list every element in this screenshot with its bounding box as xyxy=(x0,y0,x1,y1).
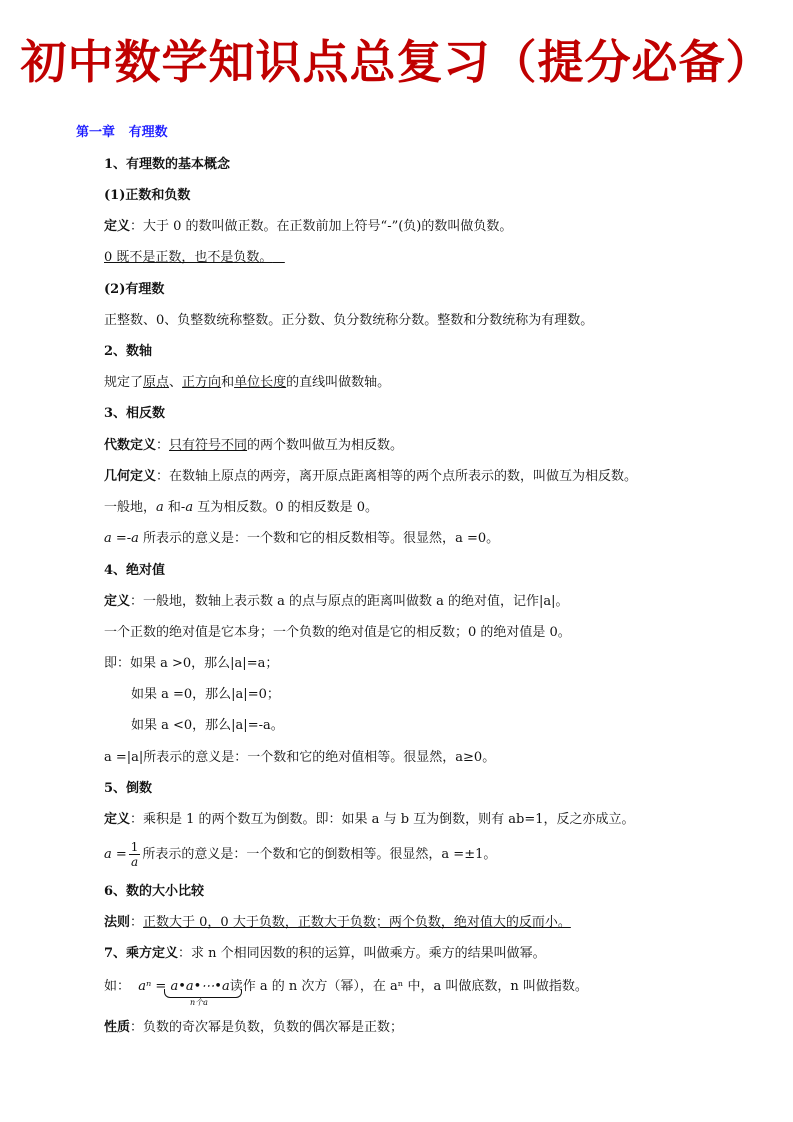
chapter-heading xyxy=(76,124,168,142)
expression: a = xyxy=(104,847,127,862)
text-fragment: 如： xyxy=(104,979,131,994)
definition-label: 定义 xyxy=(104,812,131,827)
power-property xyxy=(104,1019,403,1037)
definition-text: ：求 n 个相同因数的积的运算，叫做乘方。乘方的结果叫做幂。 xyxy=(178,946,546,961)
text-fragment: 所表示的意义是：一个数和它的相反数相等。很显然， xyxy=(138,531,456,546)
property-text: ：负数的奇次幂是负数，负数的偶次幂是正数； xyxy=(130,1020,404,1035)
expression: a =-a xyxy=(104,531,139,546)
fraction xyxy=(129,840,141,869)
variable: a xyxy=(156,500,164,515)
section-1-heading: 1、有理数的基本概念 xyxy=(104,157,231,172)
reciprocal-definition xyxy=(104,811,635,829)
text-fragment: 互为相反数。0 的相反数是 0。 xyxy=(193,500,379,515)
definition-text: ：一般地，数轴上表示数 a 的点与原点的距离叫做数 a 的绝对值，记作|a|。 xyxy=(130,594,569,609)
geometric-label: 几何定义 xyxy=(104,469,157,484)
section-3-heading: 3、相反数 xyxy=(104,406,166,421)
algebraic-label: 代数定义 xyxy=(104,438,157,453)
variable: a xyxy=(185,500,194,515)
comparison-rule xyxy=(104,914,571,932)
section-1-1-heading: (1)正数和负数 xyxy=(104,188,191,203)
section-5-heading: 5、倒数 xyxy=(104,781,153,796)
definition-text: ：乘积是 1 的两个数互为倒数。即：如果 a 与 b 互为倒数，则有 ab=1，反之亦成立。 xyxy=(130,812,635,827)
power-explanation: 读作 a 的 n 次方（幂），在 aⁿ 中，a 叫做底数，n 叫做指数。 xyxy=(229,979,588,994)
section-4-heading: 4、绝对值 xyxy=(104,563,166,578)
number-line-definition xyxy=(104,374,390,392)
absolute-meaning: a =|a|所表示的意义是：一个数和它的绝对值相等。很显然，a≥0。 xyxy=(104,750,496,765)
absolute-values-note: 一个正数的绝对值是它本身；一个负数的绝对值是它的相反数；0 的绝对值是 0。 xyxy=(104,625,571,640)
zero-note-text: 0 既不是正数，也不是负数。 xyxy=(104,250,273,265)
section-7-heading: 7、乘方定义 xyxy=(104,946,179,961)
rational-number-text: 正整数、0、负整数统称整数。正分数、负分数统称分数。整数和分数统称为有理数。 xyxy=(104,313,594,328)
definition-text: ：大于 0 的数叫做正数。在正数前加上符号“-”(负)的数叫做负数。 xyxy=(130,219,513,234)
fraction-denominator: a xyxy=(131,855,139,869)
expression: a =0。 xyxy=(455,531,500,546)
definition-label: 定义 xyxy=(104,219,131,234)
absolute-case-positive: 即：如果 a >0，那么|a|=a； xyxy=(104,656,279,671)
power-definition xyxy=(104,945,546,963)
absolute-definition xyxy=(104,593,569,611)
power-expression: aⁿ = a•a•⋯•a xyxy=(138,979,230,994)
definition-label: 定义 xyxy=(104,594,131,609)
fraction-numerator: 1 xyxy=(130,840,139,854)
positive-negative-definition xyxy=(104,218,512,236)
absolute-case-zero: 如果 a =0，那么|a|=0； xyxy=(131,687,280,702)
geometric-text: ：在数轴上原点的两旁，离开原点距离相等的两个点所表示的数，叫做互为相反数。 xyxy=(156,469,638,484)
text-fragment: 规定了 xyxy=(104,375,144,390)
text-fragment: ： xyxy=(130,915,144,930)
absolute-case-negative: 如果 a <0，那么|a|=-a。 xyxy=(131,718,284,733)
text-fragment: 所表示的意义是：一个数和它的倒数相等。很显然，a =±1。 xyxy=(142,847,497,862)
underbrace-label: n个a xyxy=(190,998,208,1007)
page-title: 初中数学知识点总复习（提分必备） xyxy=(20,35,773,89)
text-fragment: 、 xyxy=(169,375,183,390)
text-fragment: ： xyxy=(156,438,170,453)
rule-label: 法则 xyxy=(104,915,131,930)
section-1-2-heading: (2)有理数 xyxy=(104,282,165,297)
algebraic-definition xyxy=(104,437,403,455)
term-unit-length: 单位长度 xyxy=(234,375,287,390)
chapter-name: 有理数 xyxy=(128,125,168,140)
text-fragment: 一般地， xyxy=(104,500,157,515)
term-origin: 原点 xyxy=(143,375,170,390)
text-fragment: 和 xyxy=(221,375,235,390)
property-label: 性质 xyxy=(104,1020,131,1035)
underlined-phrase: 只有符号不同 xyxy=(169,438,248,453)
opposite-general xyxy=(104,499,378,517)
rule-text: 正数大于 0，0 大于负数，正数大于负数；两个负数，绝对值大的反而小。 xyxy=(143,915,571,930)
section-6-heading: 6、数的大小比较 xyxy=(104,884,205,899)
section-2-heading: 2、数轴 xyxy=(104,344,153,359)
zero-note xyxy=(104,249,285,267)
text-fragment: 和- xyxy=(163,500,186,515)
text-fragment: 的两个数叫做互为相反数。 xyxy=(247,438,404,453)
text-fragment: 的直线叫做数轴。 xyxy=(286,375,391,390)
term-direction: 正方向 xyxy=(182,375,222,390)
chapter-label: 第一章 xyxy=(76,125,116,140)
geometric-definition xyxy=(104,468,637,486)
reciprocal-meaning xyxy=(104,838,496,872)
opposite-meaning xyxy=(104,530,499,548)
